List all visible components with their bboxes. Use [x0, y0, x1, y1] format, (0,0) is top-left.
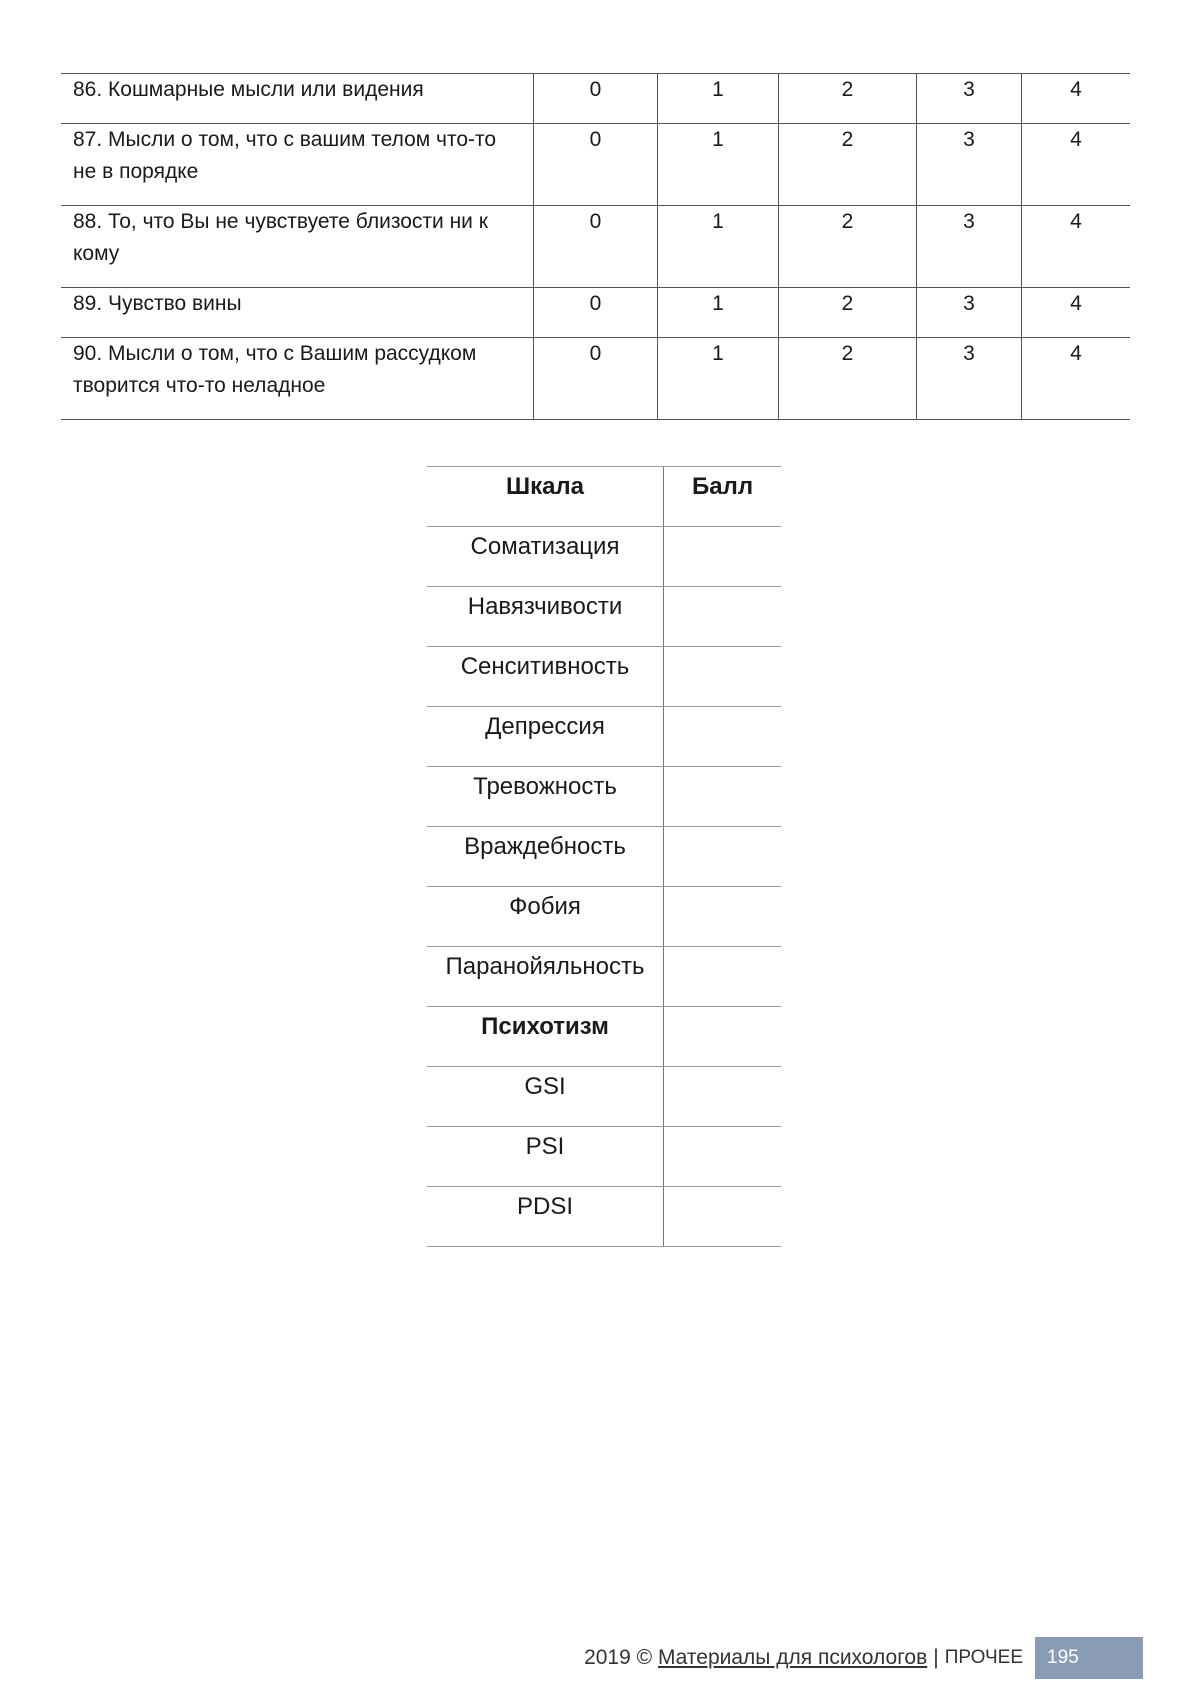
scale-score-cell	[664, 587, 782, 647]
score-option: 2	[779, 288, 917, 338]
questionnaire-table	[61, 73, 1130, 420]
table-row	[61, 124, 1130, 206]
table-row	[427, 1067, 781, 1127]
score-option: 0	[534, 124, 658, 206]
table-row	[61, 288, 1130, 338]
score-option: 4	[1022, 338, 1131, 420]
table-row	[61, 74, 1130, 124]
score-option: 3	[917, 206, 1022, 288]
question-text: 87. Мысли о том, что с вашим телом что-то не в порядке	[61, 124, 534, 206]
question-text: 86. Кошмарные мысли или видения	[61, 74, 534, 124]
question-text: 89. Чувство вины	[61, 288, 534, 338]
scale-name: PSI	[427, 1127, 664, 1187]
scale-header: Шкала	[427, 467, 664, 527]
scale-name: Навязчивости	[427, 587, 664, 647]
table-row	[427, 527, 781, 587]
table-row	[427, 1127, 781, 1187]
score-option: 0	[534, 206, 658, 288]
scale-name: Паранойяльность	[427, 947, 664, 1007]
scale-score-cell	[664, 767, 782, 827]
site-link[interactable]: Материалы для психологов	[657, 1646, 928, 1669]
table-row	[427, 707, 781, 767]
table-row	[427, 947, 781, 1007]
score-header: Балл	[664, 467, 782, 527]
scale-name: Тревожность	[427, 767, 664, 827]
page-number: 195	[1035, 1637, 1143, 1679]
score-option: 1	[658, 288, 779, 338]
score-option: 4	[1022, 288, 1131, 338]
table-row	[427, 827, 781, 887]
table-row	[427, 887, 781, 947]
scales-header-row	[427, 467, 781, 527]
copyright-text: 2019 ©	[584, 1646, 653, 1669]
scale-score-cell	[664, 1007, 782, 1067]
table-row	[61, 338, 1130, 420]
scale-score-cell	[664, 1187, 782, 1247]
scales-table	[427, 466, 781, 1247]
scale-score-cell	[664, 527, 782, 587]
score-option: 0	[534, 74, 658, 124]
question-text: 90. Мысли о том, что с Вашим рассудком творится что-то неладное	[61, 338, 534, 420]
score-option: 1	[658, 338, 779, 420]
footer-separator: |	[933, 1646, 939, 1669]
score-option: 0	[534, 288, 658, 338]
score-option: 3	[917, 288, 1022, 338]
score-option: 2	[779, 206, 917, 288]
score-option: 3	[917, 338, 1022, 420]
scale-score-cell	[664, 1127, 782, 1187]
page-footer	[584, 1637, 1143, 1679]
score-option: 2	[779, 74, 917, 124]
score-option: 1	[658, 124, 779, 206]
scale-name: Сенситивность	[427, 647, 664, 707]
scale-score-cell	[664, 647, 782, 707]
scale-score-cell	[664, 707, 782, 767]
score-option: 4	[1022, 124, 1131, 206]
scale-score-cell	[664, 947, 782, 1007]
score-option: 0	[534, 338, 658, 420]
table-row	[427, 587, 781, 647]
score-option: 4	[1022, 206, 1131, 288]
scale-name: Фобия	[427, 887, 664, 947]
score-option: 4	[1022, 74, 1131, 124]
scale-name: Психотизм	[427, 1007, 664, 1067]
table-row	[427, 647, 781, 707]
score-option: 2	[779, 124, 917, 206]
score-option: 3	[917, 124, 1022, 206]
scale-score-cell	[664, 887, 782, 947]
scale-name: Враждебность	[427, 827, 664, 887]
scale-name: GSI	[427, 1067, 664, 1127]
table-row	[61, 206, 1130, 288]
score-option: 2	[779, 338, 917, 420]
score-option: 1	[658, 206, 779, 288]
table-row	[427, 1187, 781, 1247]
score-option: 3	[917, 74, 1022, 124]
table-row	[427, 1007, 781, 1067]
score-option: 1	[658, 74, 779, 124]
question-text: 88. То, что Вы не чувствуете близости ни к кому	[61, 206, 534, 288]
scale-name: Соматизация	[427, 527, 664, 587]
scale-name: Депрессия	[427, 707, 664, 767]
scale-score-cell	[664, 1067, 782, 1127]
scale-name: PDSI	[427, 1187, 664, 1247]
section-label: ПРОЧЕЕ	[944, 1647, 1023, 1668]
scale-score-cell	[664, 827, 782, 887]
table-row	[427, 767, 781, 827]
